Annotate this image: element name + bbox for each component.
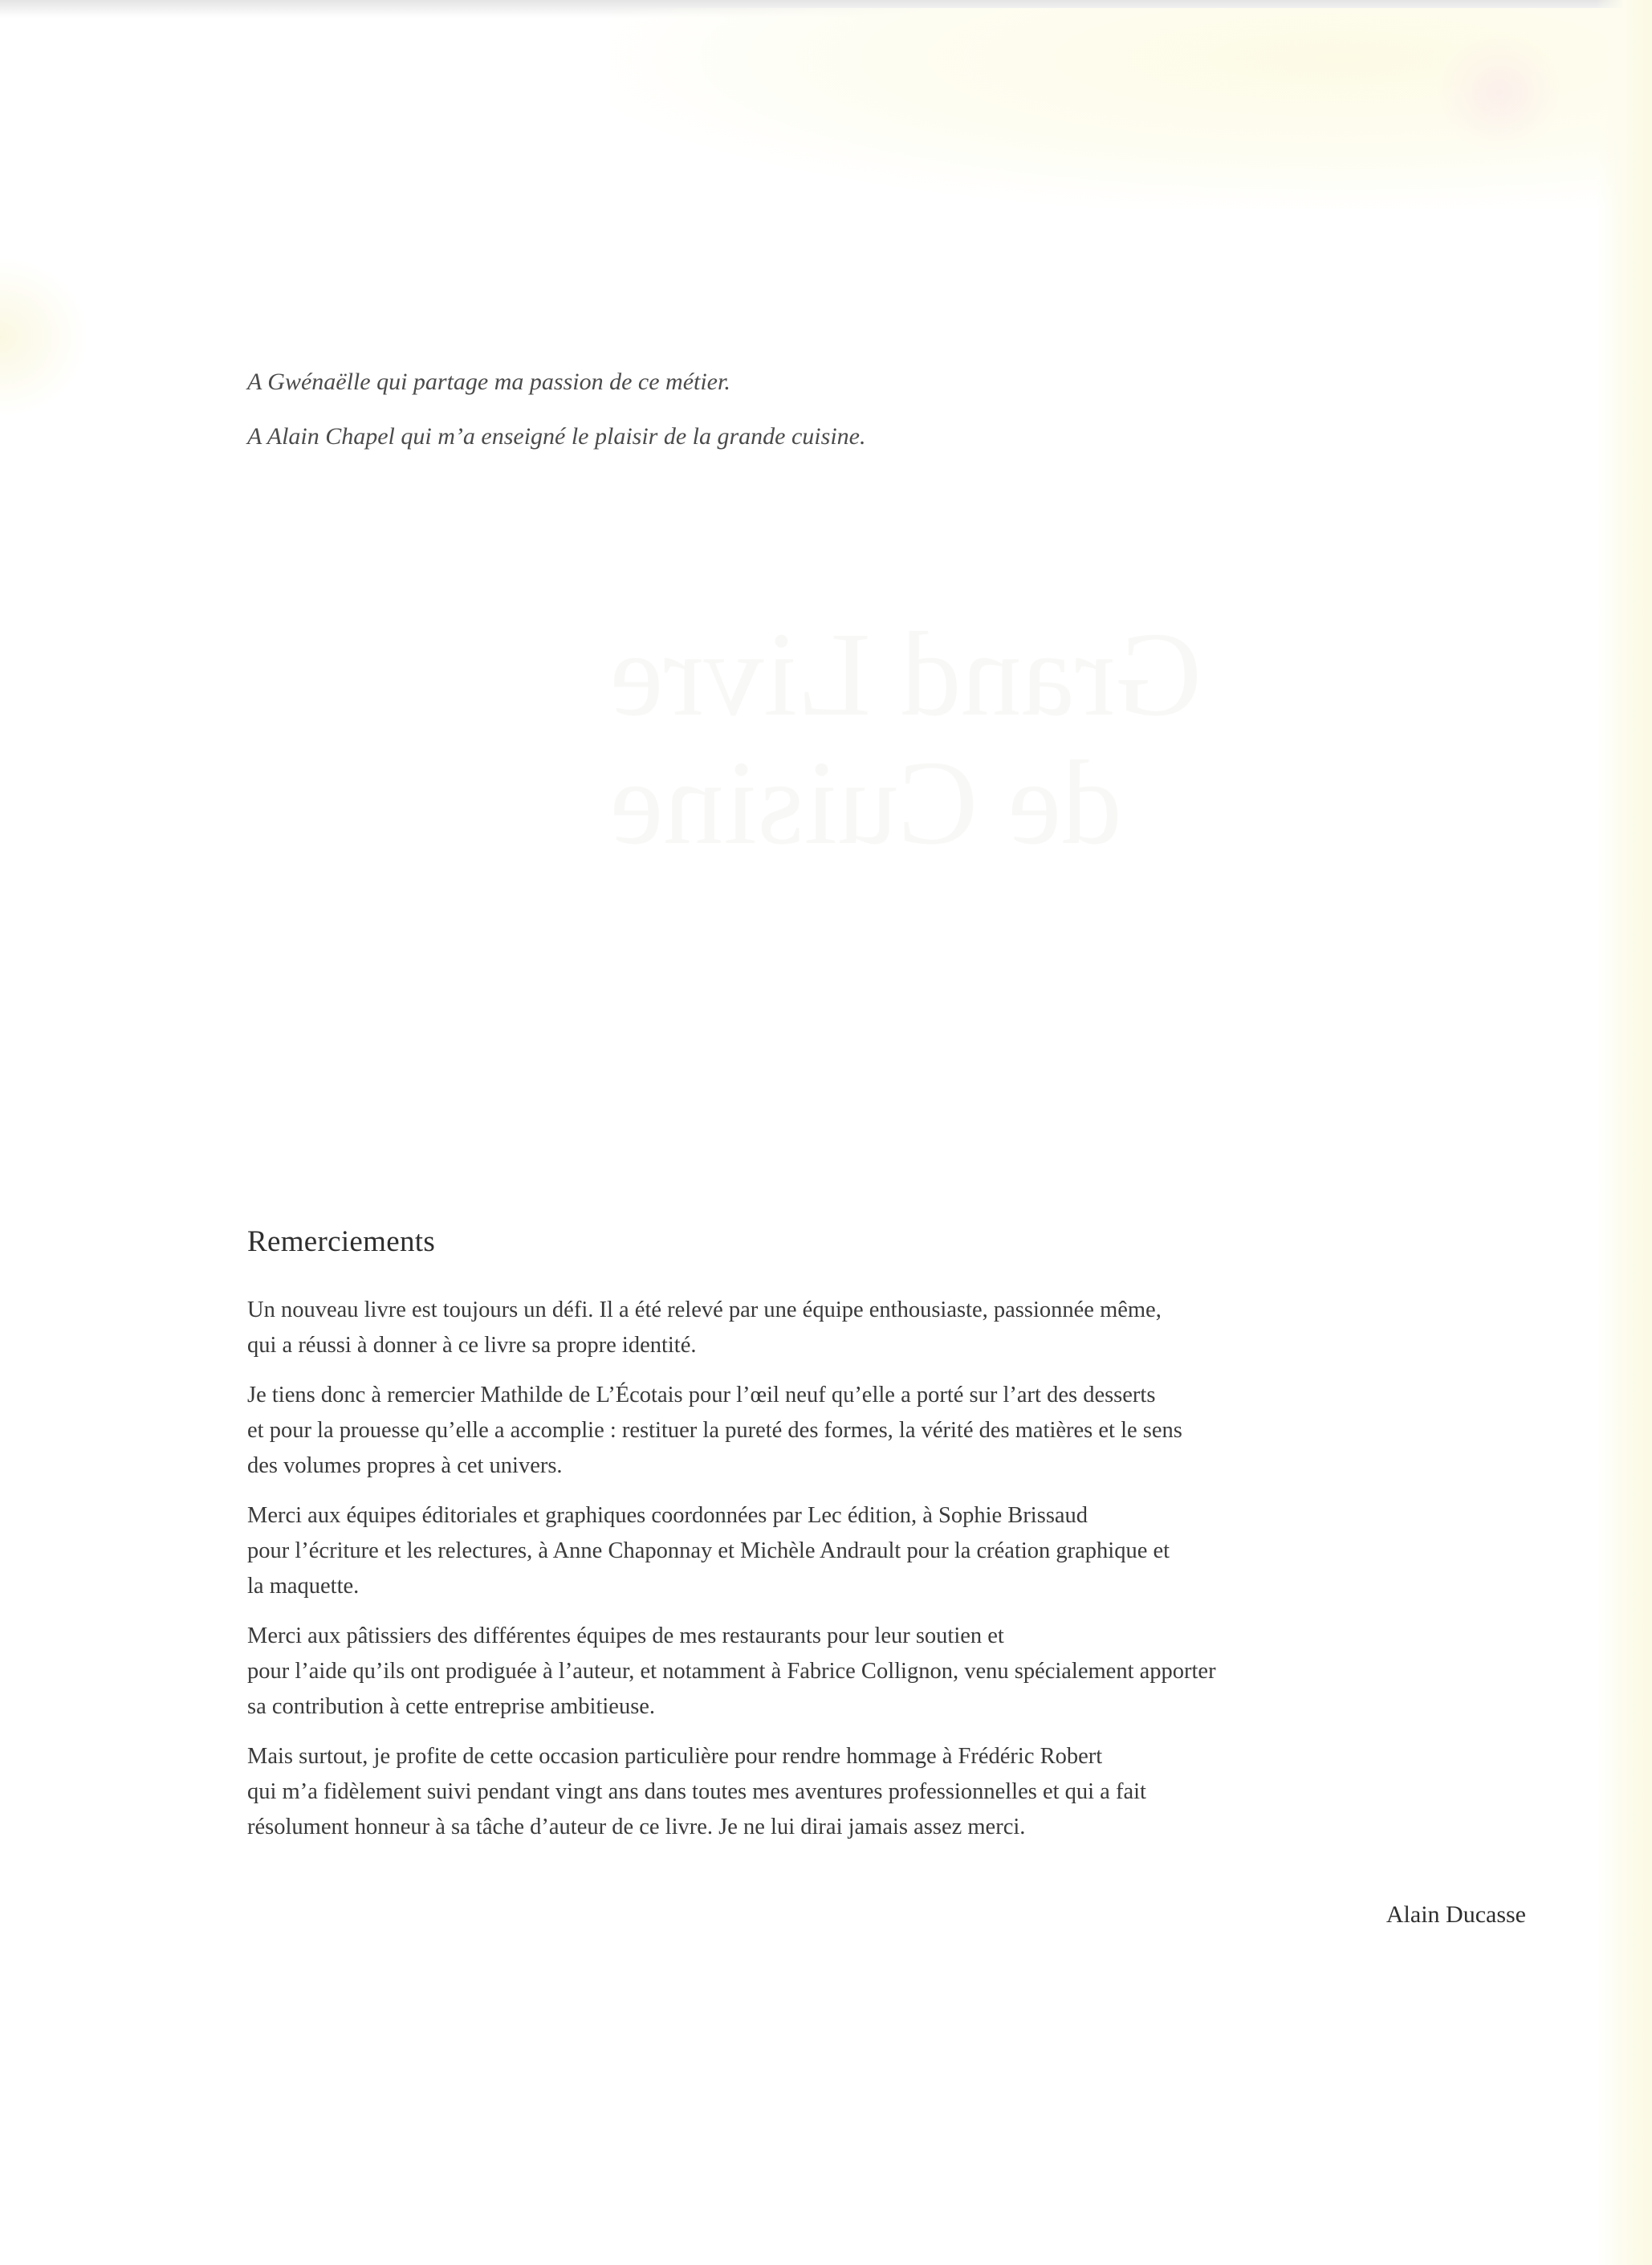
text-line: des volumes propres à cet univers. [247, 1453, 563, 1478]
text-line: Merci aux équipes éditoriales et graphiques coordonnées par Lec édition, à Sophie Brissaud [247, 1503, 1088, 1528]
text-line: Je tiens donc à remercier Mathilde de L’Écotais pour l’œil neuf qu’elle a porté sur l’art des desserts [247, 1383, 1156, 1407]
dedication-line: A Alain Chapel qui m’a enseigné le plaisir de la grande cuisine. [247, 423, 866, 450]
text-line: qui a réussi à donner à ce livre sa propre identité. [247, 1333, 697, 1358]
text-line: sa contribution à cette entreprise ambitieuse. [247, 1694, 656, 1719]
show-through-line: Grand Livre [610, 608, 1202, 741]
paragraph [247, 1739, 1532, 1845]
text-line: pour l’écriture et les relectures, à Anne Chaponnay et Michèle Andrault pour la création graphique et [247, 1538, 1170, 1563]
text-line: Mais surtout, je profite de cette occasion particulière pour rendre hommage à Frédéric Robert [247, 1744, 1103, 1769]
text-line: résolument honneur à sa tâche d’auteur de ce livre. Je ne lui dirai jamais assez merci. [247, 1815, 1026, 1839]
paper-stain-right [1596, 0, 1652, 2265]
paper-stain-pink [1435, 32, 1564, 153]
paragraph [247, 1619, 1532, 1725]
paragraph [247, 1498, 1532, 1604]
acknowledgments-heading: Remerciements [247, 1225, 436, 1258]
show-through-title [610, 608, 1413, 870]
text-line: Un nouveau livre est toujours un défi. Il a été relevé par une équipe enthousiaste, passionnée même, [247, 1297, 1162, 1322]
paragraph [247, 1293, 1532, 1363]
show-through-line: de Cuisine [610, 736, 1122, 870]
acknowledgments-body [247, 1293, 1532, 1860]
paragraph [247, 1378, 1532, 1484]
text-line: Merci aux pâtissiers des différentes équipes de mes restaurants pour leur soutien et [247, 1623, 1004, 1648]
text-line: la maquette. [247, 1574, 360, 1599]
text-line: pour l’aide qu’ils ont prodiguée à l’auteur, et notamment à Fabrice Collignon, venu spécialement apporter [247, 1659, 1216, 1684]
dedication-line: A Gwénaëlle qui partage ma passion de ce métier. [247, 369, 730, 395]
dedication [247, 355, 865, 464]
signature: Alain Ducasse [1385, 1901, 1526, 1928]
text-line: et pour la prouesse qu’elle a accomplie : restituer la pureté des formes, la vérité des matières et le sens [247, 1418, 1182, 1443]
paper-stain-left [0, 257, 88, 418]
text-line: qui m’a fidèlement suivi pendant vingt ans dans toutes mes aventures professionnelles et qui a fait [247, 1779, 1146, 1804]
